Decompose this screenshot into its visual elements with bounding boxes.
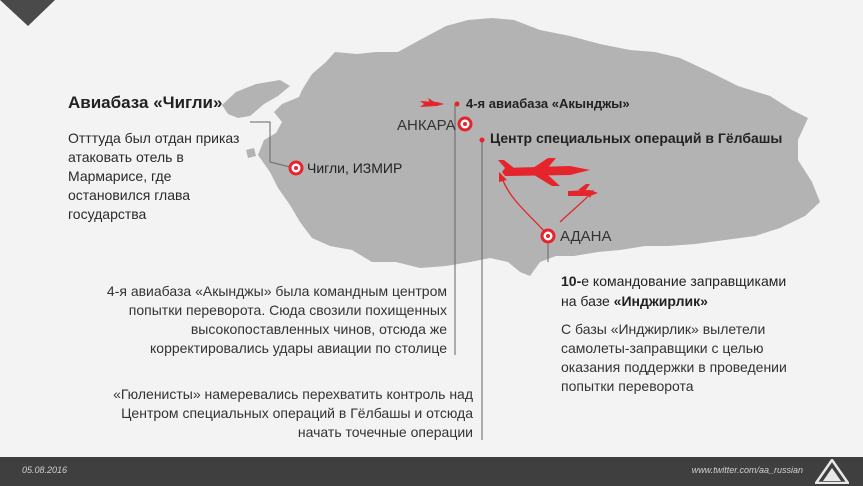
ankara-label: АНКАРА xyxy=(397,117,456,134)
incirlik-title-number: 10- xyxy=(561,273,582,289)
footer-url[interactable]: www.twitter.com/aa_russian xyxy=(691,465,803,475)
golbasi-description: «Гюленисты» намеревались перехватить контроль над Центром специальных операций в Гёлбашы и отсюда начать точечные операции xyxy=(113,386,473,440)
footer-date: 05.08.2016 xyxy=(22,465,68,475)
golbasi-marker-label: Центр специальных операций в Гёлбашы xyxy=(490,130,783,146)
akinci-description: 4-я авиабаза «Акынджы» была командным центром попытки переворота. Сюда свозили похищенных высокопоставленных чинов, отсюда же корректировались удары авиации по столице xyxy=(106,283,447,356)
akinci-marker-label: 4-я авиабаза «Акынджы» xyxy=(466,96,630,111)
akinci-point xyxy=(455,102,460,107)
location-marker-icon xyxy=(542,230,554,242)
agency-logo-icon xyxy=(815,459,849,484)
chigli-title: Авиабаза «Чигли» xyxy=(68,93,223,112)
location-marker-icon xyxy=(290,162,302,174)
location-marker-icon xyxy=(459,118,471,130)
incirlik-title: 10-е командование заправщиками на базе «Инджирлик» xyxy=(561,273,787,309)
turkey-landmass xyxy=(258,18,820,276)
chigli-marker-label: Чигли, ИЗМИР xyxy=(307,160,403,176)
incirlik-title-base: «Инджирлик» xyxy=(613,293,708,309)
incirlik-description: С базы «Инджирлик» вылетели самолеты-заправщики с целью оказания поддержки в проведении попытки переворота xyxy=(561,321,787,394)
chigli-description: Отттуда был отдан приказ атаковать отель в Мармарисе, где остановился глава государства xyxy=(68,130,240,222)
adana-label: АДАНА xyxy=(560,228,612,245)
aegean-island xyxy=(246,148,256,158)
footer-bar xyxy=(0,457,863,486)
golbasi-point xyxy=(480,138,485,143)
